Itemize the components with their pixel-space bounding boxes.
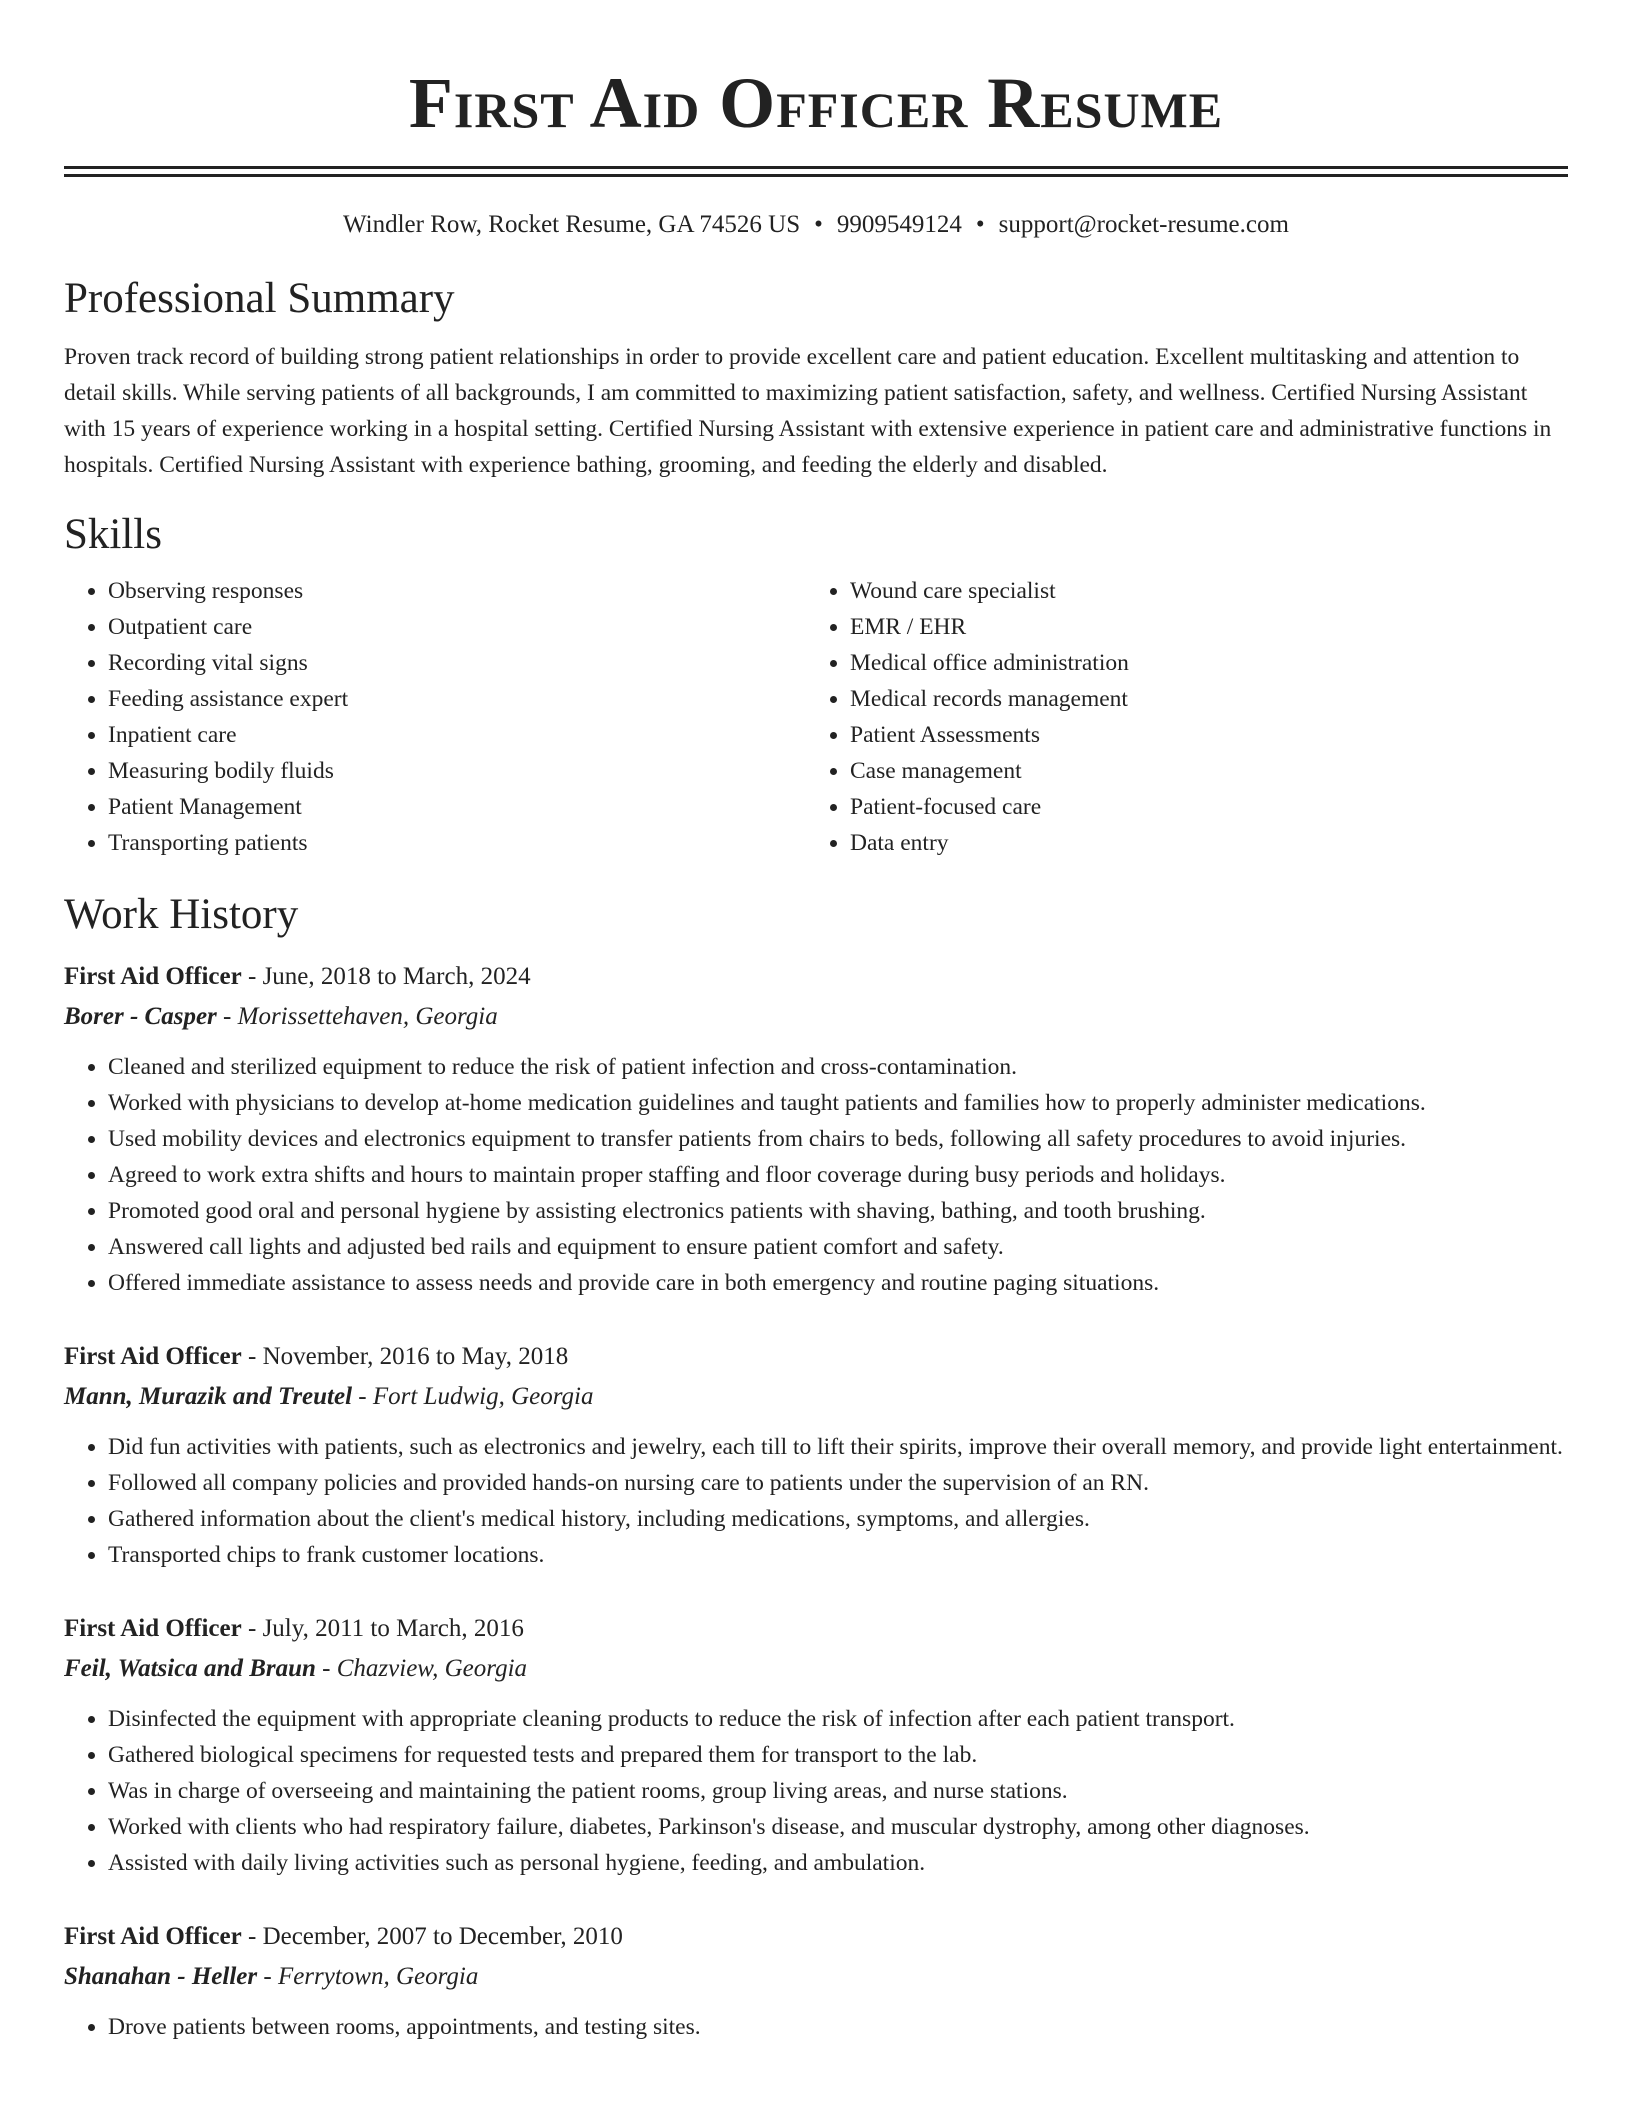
job-bullet: • Worked with clients who had respiratory failure, diabetes, Parkinson's disease, and muscular dystrophy, among other diagnoses. [108, 1809, 1568, 1845]
job-dates: July, 2011 to March, 2016 [262, 1615, 524, 1642]
job-role: First Aid Officer [64, 963, 242, 990]
job-entry [64, 1609, 1568, 1881]
job-bullet: • Used mobility devices and electronics equipment to transfer patients from chairs to beds, following all safety procedures to avoid injuries. [108, 1121, 1568, 1157]
job-company: Feil, Watsica and Braun [64, 1655, 316, 1682]
skill-item: • Feeding assistance expert [108, 681, 806, 717]
job-entry [64, 1337, 1568, 1573]
job-location: Fort Ludwig, Georgia [372, 1383, 594, 1410]
job-bullet: • Assisted with daily living activities such as personal hygiene, feeding, and ambulation. [108, 1845, 1568, 1881]
title-rule-top [64, 166, 1568, 169]
job-role: First Aid Officer [64, 1343, 242, 1370]
skill-item: • Inpatient care [108, 717, 806, 753]
job-bullet: • Disinfected the equipment with appropriate cleaning products to reduce the risk of infection after each patient transport. [108, 1701, 1568, 1737]
summary-heading: Professional Summary [64, 275, 455, 322]
skill-item: • Data entry [850, 825, 1548, 861]
skills-columns [64, 573, 1568, 861]
job-bullets [64, 1429, 1568, 1573]
skills-heading: Skills [64, 511, 162, 558]
skill-item: • Patient Assessments [850, 717, 1548, 753]
skills-list-left [64, 573, 806, 861]
job-location: Morissettehaven, Georgia [237, 1003, 498, 1030]
job-bullet: • Agreed to work extra shifts and hours to maintain proper staffing and floor coverage during busy periods and holidays. [108, 1157, 1568, 1193]
job-bullet: • Offered immediate assistance to assess needs and provide care in both emergency and routine paging situations. [108, 1265, 1568, 1301]
job-header: First Aid Officer - June, 2018 to March, 2024 [64, 963, 531, 990]
title-rule-bottom [64, 174, 1568, 177]
skill-item: • EMR / EHR [850, 609, 1548, 645]
skill-item: • Patient Management [108, 789, 806, 825]
job-employer: Feil, Watsica and Braun - Chazview, Georgia [64, 1655, 528, 1682]
job-header: First Aid Officer - July, 2011 to March, 2016 [64, 1615, 524, 1642]
job-bullet: • Did fun activities with patients, such as electronics and jewelry, each till to lift their spirits, improve their overall memory, and provide light entertainment. [108, 1429, 1568, 1465]
job-bullet: • Promoted good oral and personal hygiene by assisting electronics patients with shaving, bathing, and tooth brushing. [108, 1193, 1568, 1229]
job-entry [64, 957, 1568, 1301]
job-bullet: • Cleaned and sterilized equipment to reduce the risk of patient infection and cross-contamination. [108, 1049, 1568, 1085]
job-location: Chazview, Georgia [336, 1655, 528, 1682]
skill-item: • Patient-focused care [850, 789, 1548, 825]
job-bullet: • Worked with physicians to develop at-home medication guidelines and taught patients and families how to properly administer medications. [108, 1085, 1568, 1121]
contact-address: Windler Row, Rocket Resume, GA 74526 US [343, 211, 801, 238]
job-dates: November, 2016 to May, 2018 [262, 1343, 569, 1370]
job-company: Shanahan - Heller [64, 1963, 258, 1990]
job-role: First Aid Officer [64, 1923, 242, 1950]
job-header: First Aid Officer - November, 2016 to May, 2018 [64, 1343, 569, 1370]
job-bullet: • Was in charge of overseeing and maintaining the patient rooms, group living areas, and nurse stations. [108, 1773, 1568, 1809]
skill-item: • Measuring bodily fluids [108, 753, 806, 789]
skill-item: • Case management [850, 753, 1548, 789]
skill-item: • Medical office administration [850, 645, 1548, 681]
contact-email: support@rocket-resume.com [998, 211, 1289, 238]
job-role: First Aid Officer [64, 1615, 242, 1642]
job-dates: December, 2007 to December, 2010 [262, 1923, 623, 1950]
work-history-heading: Work History [64, 891, 299, 938]
job-company: Mann, Murazik and Treutel [64, 1383, 353, 1410]
job-bullet: • Gathered information about the client's medical history, including medications, symptoms, and allergies. [108, 1501, 1568, 1537]
skill-item: • Recording vital signs [108, 645, 806, 681]
job-header: First Aid Officer - December, 2007 to December, 2010 [64, 1923, 623, 1950]
contact-separator: • [975, 211, 985, 238]
skill-item: • Wound care specialist [850, 573, 1548, 609]
summary-text: Proven track record of building strong patient relationships in order to provide excellent care and patient education. Excellent multitasking and attention to detail skills. While serving patients of all backgrounds, I am committed to maximizing patient satisfaction, safety, and wellness. Certified Nursing Assistant with 15 years of experience working in a hospital setting. Certified Nursing Assistant with extensive experience in patient care and administrative functions in hospitals. Certified Nursing Assistant with experience bathing, grooming, and feeding the elderly and disabled. [64, 344, 1552, 478]
job-employer: Borer - Casper - Morissettehaven, Georgia [64, 1003, 498, 1030]
job-bullet: • Followed all company policies and provided hands-on nursing care to patients under the supervision of an RN. [108, 1465, 1568, 1501]
contact-phone: 9909549124 [836, 211, 962, 238]
job-bullet: • Gathered biological specimens for requested tests and prepared them for transport to the lab. [108, 1737, 1568, 1773]
job-bullets [64, 2009, 1568, 2045]
job-company: Borer - Casper [64, 1003, 217, 1030]
skill-item: • Outpatient care [108, 609, 806, 645]
resume-title: First Aid Officer Resume [408, 63, 1224, 143]
job-bullet: • Answered call lights and adjusted bed rails and equipment to ensure patient comfort and safety. [108, 1229, 1568, 1265]
job-location: Ferrytown, Georgia [277, 1963, 479, 1990]
job-entry [64, 1917, 1568, 2045]
job-bullets [64, 1049, 1568, 1301]
contact-separator: • [814, 211, 823, 238]
job-employer: Shanahan - Heller - Ferrytown, Georgia [64, 1963, 479, 1990]
skill-item: • Transporting patients [108, 825, 806, 861]
skills-list-right [806, 573, 1548, 861]
job-employer: Mann, Murazik and Treutel - Fort Ludwig, Georgia [64, 1383, 594, 1410]
job-bullets [64, 1701, 1568, 1881]
job-bullet: • Drove patients between rooms, appointments, and testing sites. [108, 2009, 1568, 2045]
job-dates: June, 2018 to March, 2024 [262, 963, 531, 990]
skill-item: • Medical records management [850, 681, 1548, 717]
skill-item: • Observing responses [108, 573, 806, 609]
contact-line [64, 207, 1568, 243]
job-bullet: • Transported chips to frank customer locations. [108, 1537, 1568, 1573]
